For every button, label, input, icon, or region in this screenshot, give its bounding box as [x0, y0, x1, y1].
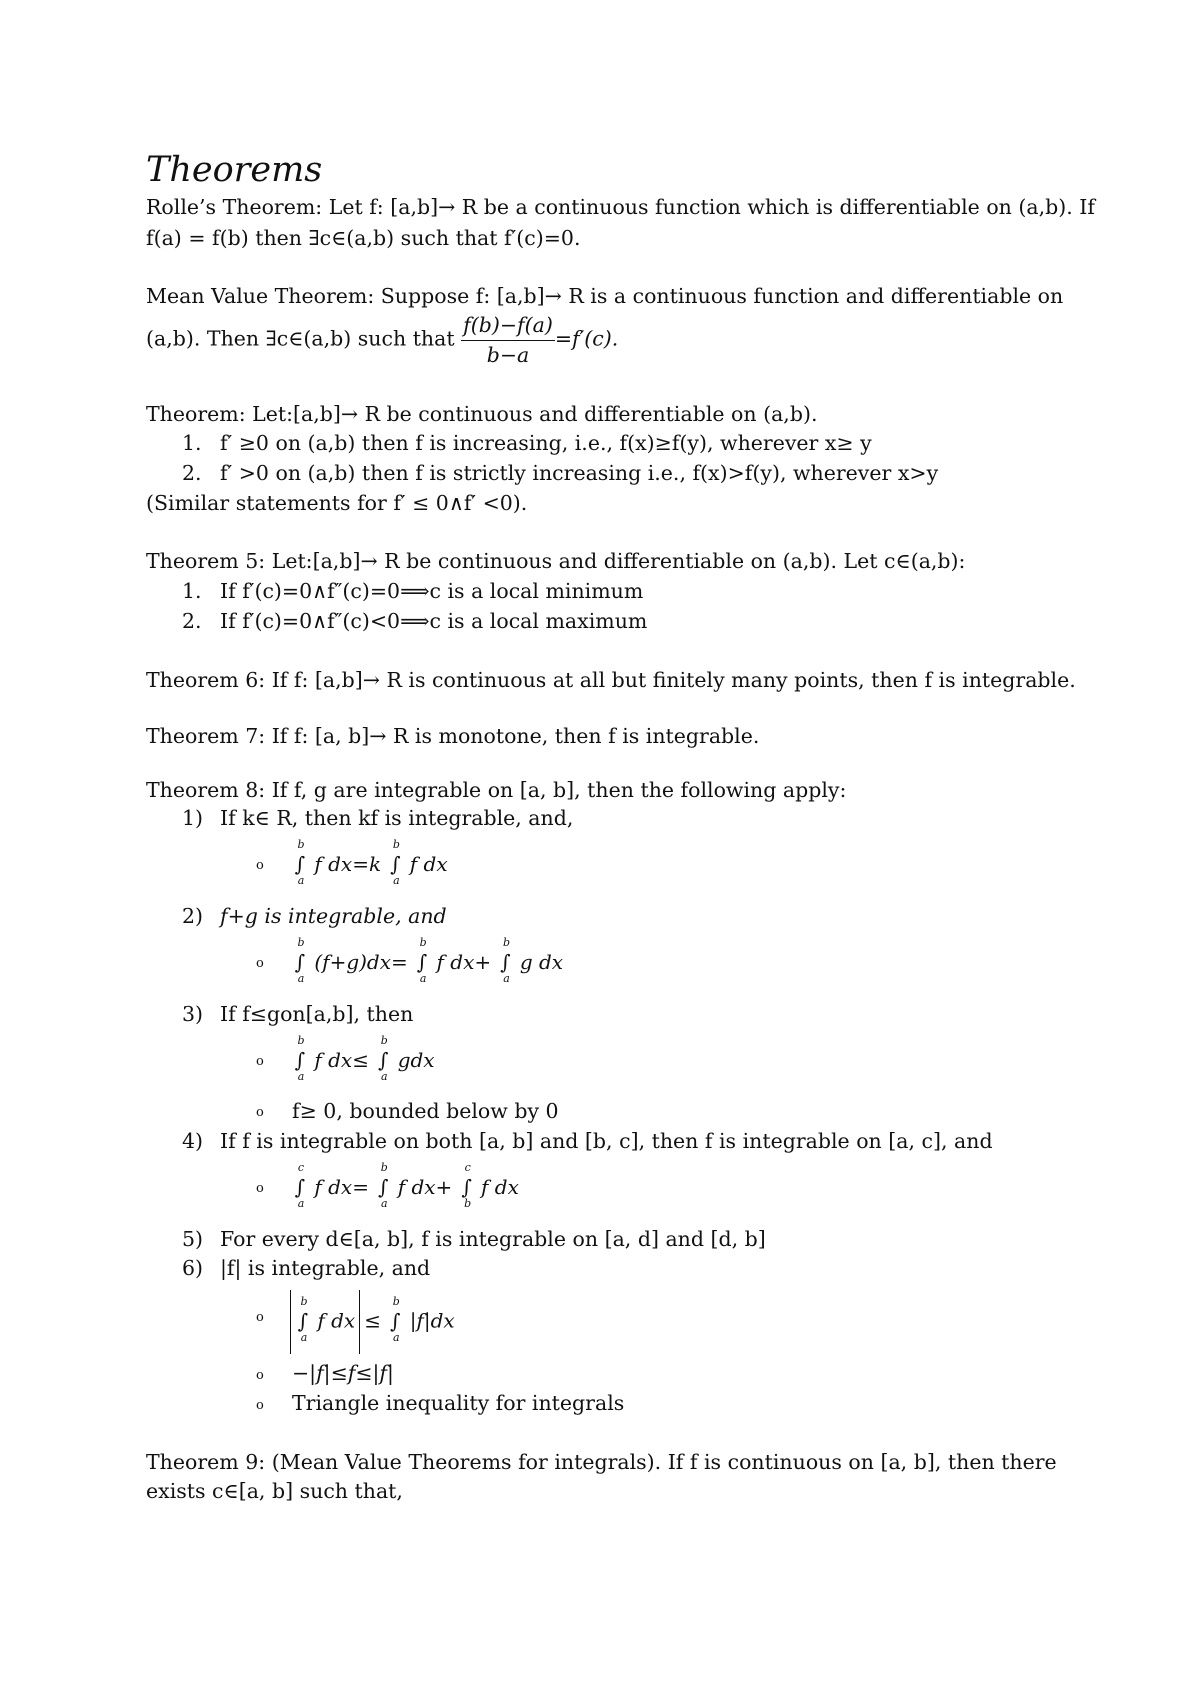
thm7: Theorem 7: If f: [a, b]→ R is monotone, then f is integrable.: [146, 724, 760, 748]
mvt-suffix: =f′(c).: [554, 326, 619, 351]
thm8-p3-bullet-2: o: [256, 1105, 264, 1120]
integral-sign: b ∫ a: [390, 1294, 401, 1344]
thm8-p1-bullet: o: [256, 858, 264, 873]
integral-sign: b ∫ a: [500, 936, 511, 985]
thm9-line-1: Theorem 9: (Mean Value Theorems for integrals). If f is continuous on [a, b], then there: [146, 1450, 1057, 1474]
abs-bar-left: [290, 1290, 291, 1354]
rolle-line-2: f(a) = f(b) then ∃c∈(a,b) such that f′(c)=0.: [146, 226, 581, 250]
integral-sign: b ∫ a: [294, 838, 306, 887]
thm8-p4-equation: c ∫ a f dx= b ∫ a f dx+ c ∫ b f dx: [292, 1175, 519, 1199]
thm8-p4: If f is integrable on both [a, b] and [b, c], then f is integrable on [a, c], and: [220, 1129, 993, 1153]
integral-sign: b ∫ a: [390, 838, 401, 887]
thm-mono-item2: f′ >0 on (a,b) then f is strictly increasing i.e., f(x)>f(y), wherever x>y: [220, 461, 939, 485]
thm8-p2: f+g is integrable, and: [220, 904, 447, 928]
thm6: Theorem 6: If f: [a,b]→ R is continuous at all but finitely many points, then f is integrable.: [146, 668, 1076, 692]
thm8-p3-num: 3): [182, 1002, 204, 1026]
thm8-p6-bullet-3: o: [256, 1398, 264, 1413]
integral-sign: b ∫ a: [378, 1034, 389, 1083]
page-title: Theorems: [146, 150, 323, 190]
mvt-fraction: [461, 312, 555, 368]
integral-sign: b ∫ a: [294, 1034, 306, 1083]
thm5-item2: If f′(c)=0∧f″(c)<0⟹c is a local maximum: [220, 609, 648, 633]
mvt-line-2: [146, 312, 618, 368]
integral-sign: b ∫ a: [297, 1294, 309, 1344]
thm-mono-similar: (Similar statements for f′ ≤ 0∧f′ <0).: [146, 491, 528, 515]
mvt-denominator: b−a: [486, 342, 530, 367]
integral-sign: c ∫ a: [294, 1161, 306, 1210]
rolle-line-1: Rolle’s Theorem: Let f: [a,b]→ R be a continuous function which is differentiable on (a,b). If: [146, 195, 1095, 219]
integral-sign: b ∫ a: [378, 1161, 389, 1210]
integral-sign: b ∫ a: [416, 936, 428, 985]
thm8-p1: If k∈ R, then kf is integrable, and,: [220, 806, 574, 830]
thm8-p5: For every d∈[a, b], f is integrable on [a, d] and [d, b]: [220, 1227, 766, 1251]
thm-mono-intro: Theorem: Let:[a,b]→ R be continuous and differentiable on (a,b).: [146, 402, 818, 426]
thm-mono-item2-num: 2.: [182, 461, 202, 485]
thm8-p3-bullet: o: [256, 1054, 264, 1069]
mvt-numerator: f(b)−f(a): [461, 312, 555, 341]
thm8-p3: If f≤gon[a,b], then: [220, 1002, 414, 1026]
thm8-p4-bullet: o: [256, 1181, 264, 1196]
mvt-prefix: (a,b). Then ∃c∈(a,b) such that: [146, 326, 455, 351]
thm8-p6-bullet: o: [256, 1310, 264, 1325]
thm8-p1-num: 1): [182, 806, 204, 830]
thm8-intro: Theorem 8: If f, g are integrable on [a, b], then the following apply:: [146, 778, 847, 802]
thm8-p5-num: 5): [182, 1227, 204, 1251]
thm8-p2-bullet: o: [256, 956, 264, 971]
thm-mono-item1-num: 1.: [182, 431, 202, 455]
thm-mono-item1: f′ ≥0 on (a,b) then f is increasing, i.e., f(x)≥f(y), wherever x≥ y: [220, 431, 872, 455]
thm8-p6-triangle: Triangle inequality for integrals: [292, 1391, 625, 1415]
thm8-p2-equation: b ∫ a (f+g)dx= b ∫ a f dx+ b ∫ a g dx: [292, 950, 563, 974]
thm8-p6: |f| is integrable, and: [220, 1256, 431, 1280]
thm8-p6-equation: b ∫ a f dx ≤ b ∫ a |f|dx: [286, 1290, 455, 1354]
mvt-line-1: Mean Value Theorem: Suppose f: [a,b]→ R is a continuous function and differentiable on: [146, 284, 1064, 308]
thm5-item1: If f′(c)=0∧f″(c)=0⟹c is a local minimum: [220, 579, 644, 603]
thm8-p6-num: 6): [182, 1256, 204, 1280]
thm8-p3-bound: f≥ 0, bounded below by 0: [292, 1099, 559, 1123]
thm5-intro: Theorem 5: Let:[a,b]→ R be continuous and differentiable on (a,b). Let c∈(a,b):: [146, 549, 966, 573]
thm5-item1-num: 1.: [182, 579, 202, 603]
integral-sign: c ∫ b: [461, 1161, 472, 1210]
thm9-line-2: exists c∈[a, b] such that,: [146, 1479, 403, 1503]
thm8-p6-abs-bound: −|f|≤f≤|f|: [292, 1361, 394, 1385]
integral-sign: b ∫ a: [294, 936, 306, 985]
thm8-p2-num: 2): [182, 904, 204, 928]
thm8-p4-num: 4): [182, 1129, 204, 1153]
abs-bar-right: [359, 1290, 360, 1354]
thm8-p3-equation: b ∫ a f dx≤ b ∫ a gdx: [292, 1048, 435, 1072]
thm8-p6-bullet-2: o: [256, 1368, 264, 1383]
thm8-p1-equation: b ∫ a f dx=k b ∫ a f dx: [292, 852, 448, 876]
thm5-item2-num: 2.: [182, 609, 202, 633]
